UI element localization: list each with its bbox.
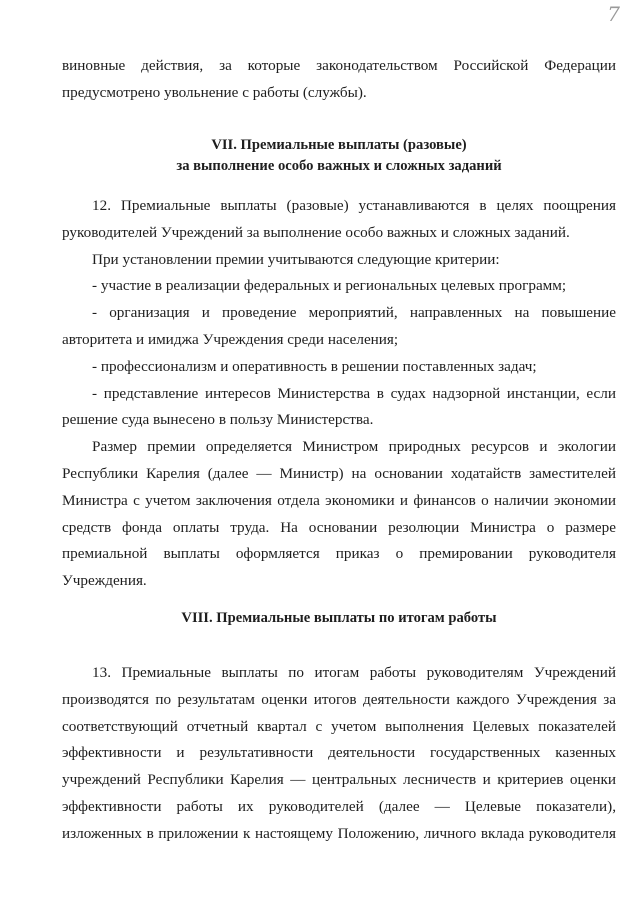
text-line: соответствующий отчетный квартал с учетом выполнения Целевых показателей [62,717,616,735]
text-line: - организация и проведение мероприятий, направленных на повышение [92,304,616,322]
text-line: предусмотрено увольнение с работы (службы). [62,83,367,101]
section-7-title-line2: за выполнение особо важных и сложных заданий [176,158,502,174]
text-line: Министра с учетом заключения отдела экономики и финансов о наличии экономии [62,491,616,509]
text-line: производятся по результатам оценки итогов деятельности каждого Учреждения за [62,690,616,708]
section-8-heading [62,608,616,629]
text-line: 13. Премиальные выплаты по итогам работы руководителям Учреждений [92,664,616,681]
section-7-title-line1: VII. Премиальные выплаты (разовые) [211,137,467,153]
text-line: виновные действия, за которые законодательством Российской Федерации [62,57,616,74]
text-line: изложенных в приложении к настоящему Положению, личного вклада руководителя [62,824,616,842]
section-7-body [62,193,616,595]
text-line: решение суда вынесено в пользу Министерства. [62,411,374,429]
text-line: учреждений Республики Карелия — центральных лесничеств и критериев оценки [62,771,616,789]
text-line: Размер премии определяется Министром природных ресурсов и экологии [92,438,616,456]
section-8-title: VIII. Премиальные выплаты по итогам работы [181,610,497,626]
section-8-body [62,660,616,848]
text-line: руководителей Учреждений за выполнение особо важных и сложных заданий. [62,223,570,241]
text-line: - представление интересов Министерства в судах надзорной инстанции, если [92,384,616,402]
text-line: 12. Премиальные выплаты (разовые) устанавливаются в целях поощрения [92,197,616,214]
continuation-paragraph [62,53,616,107]
page-number: 7 [607,2,620,26]
text-line: эффективности и результативности деятельности государственных казенных [62,744,616,762]
text-line: При установлении премии учитываются следующие критерии: [92,250,500,268]
text-line: Республики Карелия (далее — Министр) на основании ходатайств заместителей [62,464,616,482]
text-line: - участие в реализации федеральных и региональных целевых программ; [92,277,567,295]
text-line: - профессионализм и оперативность в решении поставленных задач; [92,357,537,375]
text-line: Учреждения. [62,572,147,590]
text-line: средств фонда оплаты труда. На основании резолюции Министра о размере [62,518,616,536]
text-line: эффективности работы их руководителей (далее — Целевые показатели), [62,797,616,815]
text-line: премиальной выплаты оформляется приказ о премировании руководителя [62,545,616,563]
section-7-heading [62,135,616,177]
text-line: авторитета и имиджа Учреждения среди населения; [62,330,399,348]
